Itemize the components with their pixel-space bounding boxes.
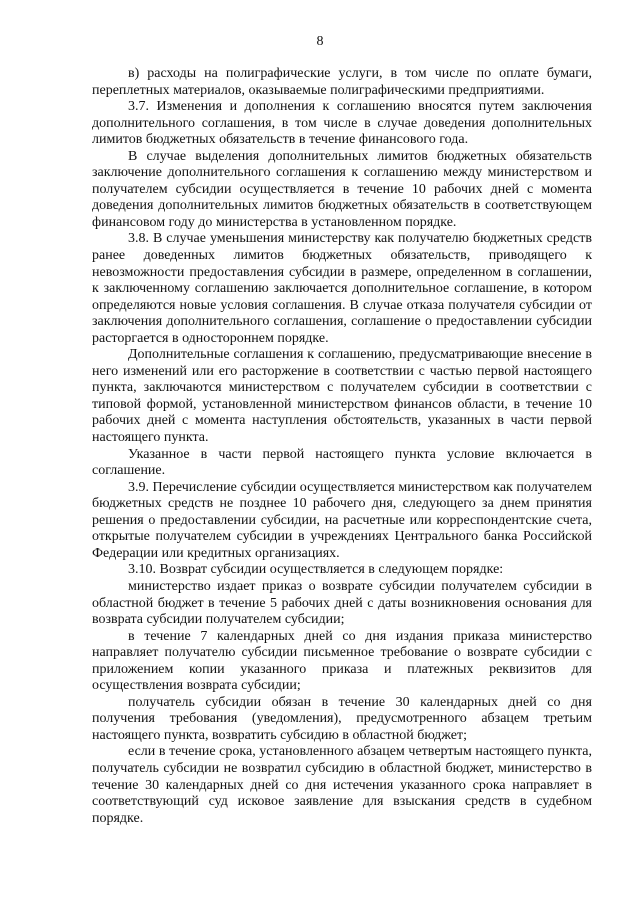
paragraph-3-10-lawsuit: если в течение срока, установленного абзацем четвертым настоящего пункта, получатель субсидии не возвратил субсидию в областной бюджет, министерство в течение 30 календарных дней со дня истечения указанного срока направляет в соответствующий суд исковое заявление для взыскания средств в судебном порядке.	[92, 744, 592, 826]
paragraph-3-8: 3.8. В случае уменьшения министерству как получателю бюджетных средств ранее доведенных лимитов бюджетных обязательств, приводящего к невозможности предоставления субсидии в размере, определенном в соглашении, к заключенному соглашению заключается дополнительное соглашение, в котором определяются новые условия соглашения. В случае отказа получателя субсидии от заключения дополнительного соглашения, соглашение о предоставлении субсидии расторгается в одностороннем порядке.	[92, 231, 592, 346]
page-number: 8	[316, 34, 324, 49]
paragraph-3-8-additional-agreements: Дополнительные соглашения к соглашению, предусматривающие внесение в него изменений или его расторжение в соответствии с частью первой настоящего пункта, заключаются министерством с получателем субсидии в соответствии с типовой формой, установленной министерством финансов области, в течение 10 рабочих дней с момента наступления обстоятельств, указанных в части первой настоящего пункта.	[92, 347, 592, 446]
paragraph-3-10-order: министерство издает приказ о возврате субсидии получателем субсидии в областной бюджет в течение 5 рабочих дней с даты возникновения основания для возврата субсидии получателем субсидии;	[92, 578, 592, 628]
paragraph-3-9: 3.9. Перечисление субсидии осуществляется министерством как получателем бюджетных средств не позднее 10 рабочего дня, следующего за днем принятия решения о предоставлении субсидии, на расчетные или корреспондентские счета, открытые получателем субсидии в учреждениях Центрального банка Российской Федерации или кредитных организациях.	[92, 479, 592, 561]
paragraph-3-10-return: получатель субсидии обязан в течение 30 календарных дней со дня получения требования (уведомления), предусмотренного абзацем третьим настоящего пункта, возвратить субсидию в областной бюджет;	[92, 694, 592, 743]
paragraph-3-6-v: в) расходы на полиграфические услуги, в том числе по оплате бумаги, переплетных материалов, оказываемые полиграфическими предприятиями.	[92, 66, 592, 98]
document-body	[92, 66, 592, 827]
paragraph-3-8-condition: Указанное в части первой настоящего пункта условие включается в соглашение.	[92, 446, 592, 479]
paragraph-3-10: 3.10. Возврат субсидии осуществляется в следующем порядке:	[128, 562, 504, 578]
paragraph-3-10-requirement: в течение 7 календарных дней со дня издания приказа министерство направляет получателю субсидии письменное требование о возврате субсидии с приложением копии указанного приказа и платежных реквизитов для осуществления возврата субсидии;	[92, 628, 592, 694]
paragraph-3-7: 3.7. Изменения и дополнения к соглашению вносятся путем заключения дополнительного соглашения, в том числе в случае доведения дополнительных лимитов бюджетных обязательств в течение финансового года.	[92, 99, 592, 148]
paragraph-3-7-additional-limits: В случае выделения дополнительных лимитов бюджетных обязательств заключение дополнительного соглашения к соглашению между министерством и получателем субсидии осуществляется в течение 10 рабочих дней с момента доведения дополнительных лимитов бюджетных обязательств в соответствующем финансовом году до министерства в установленном порядке.	[92, 148, 592, 230]
